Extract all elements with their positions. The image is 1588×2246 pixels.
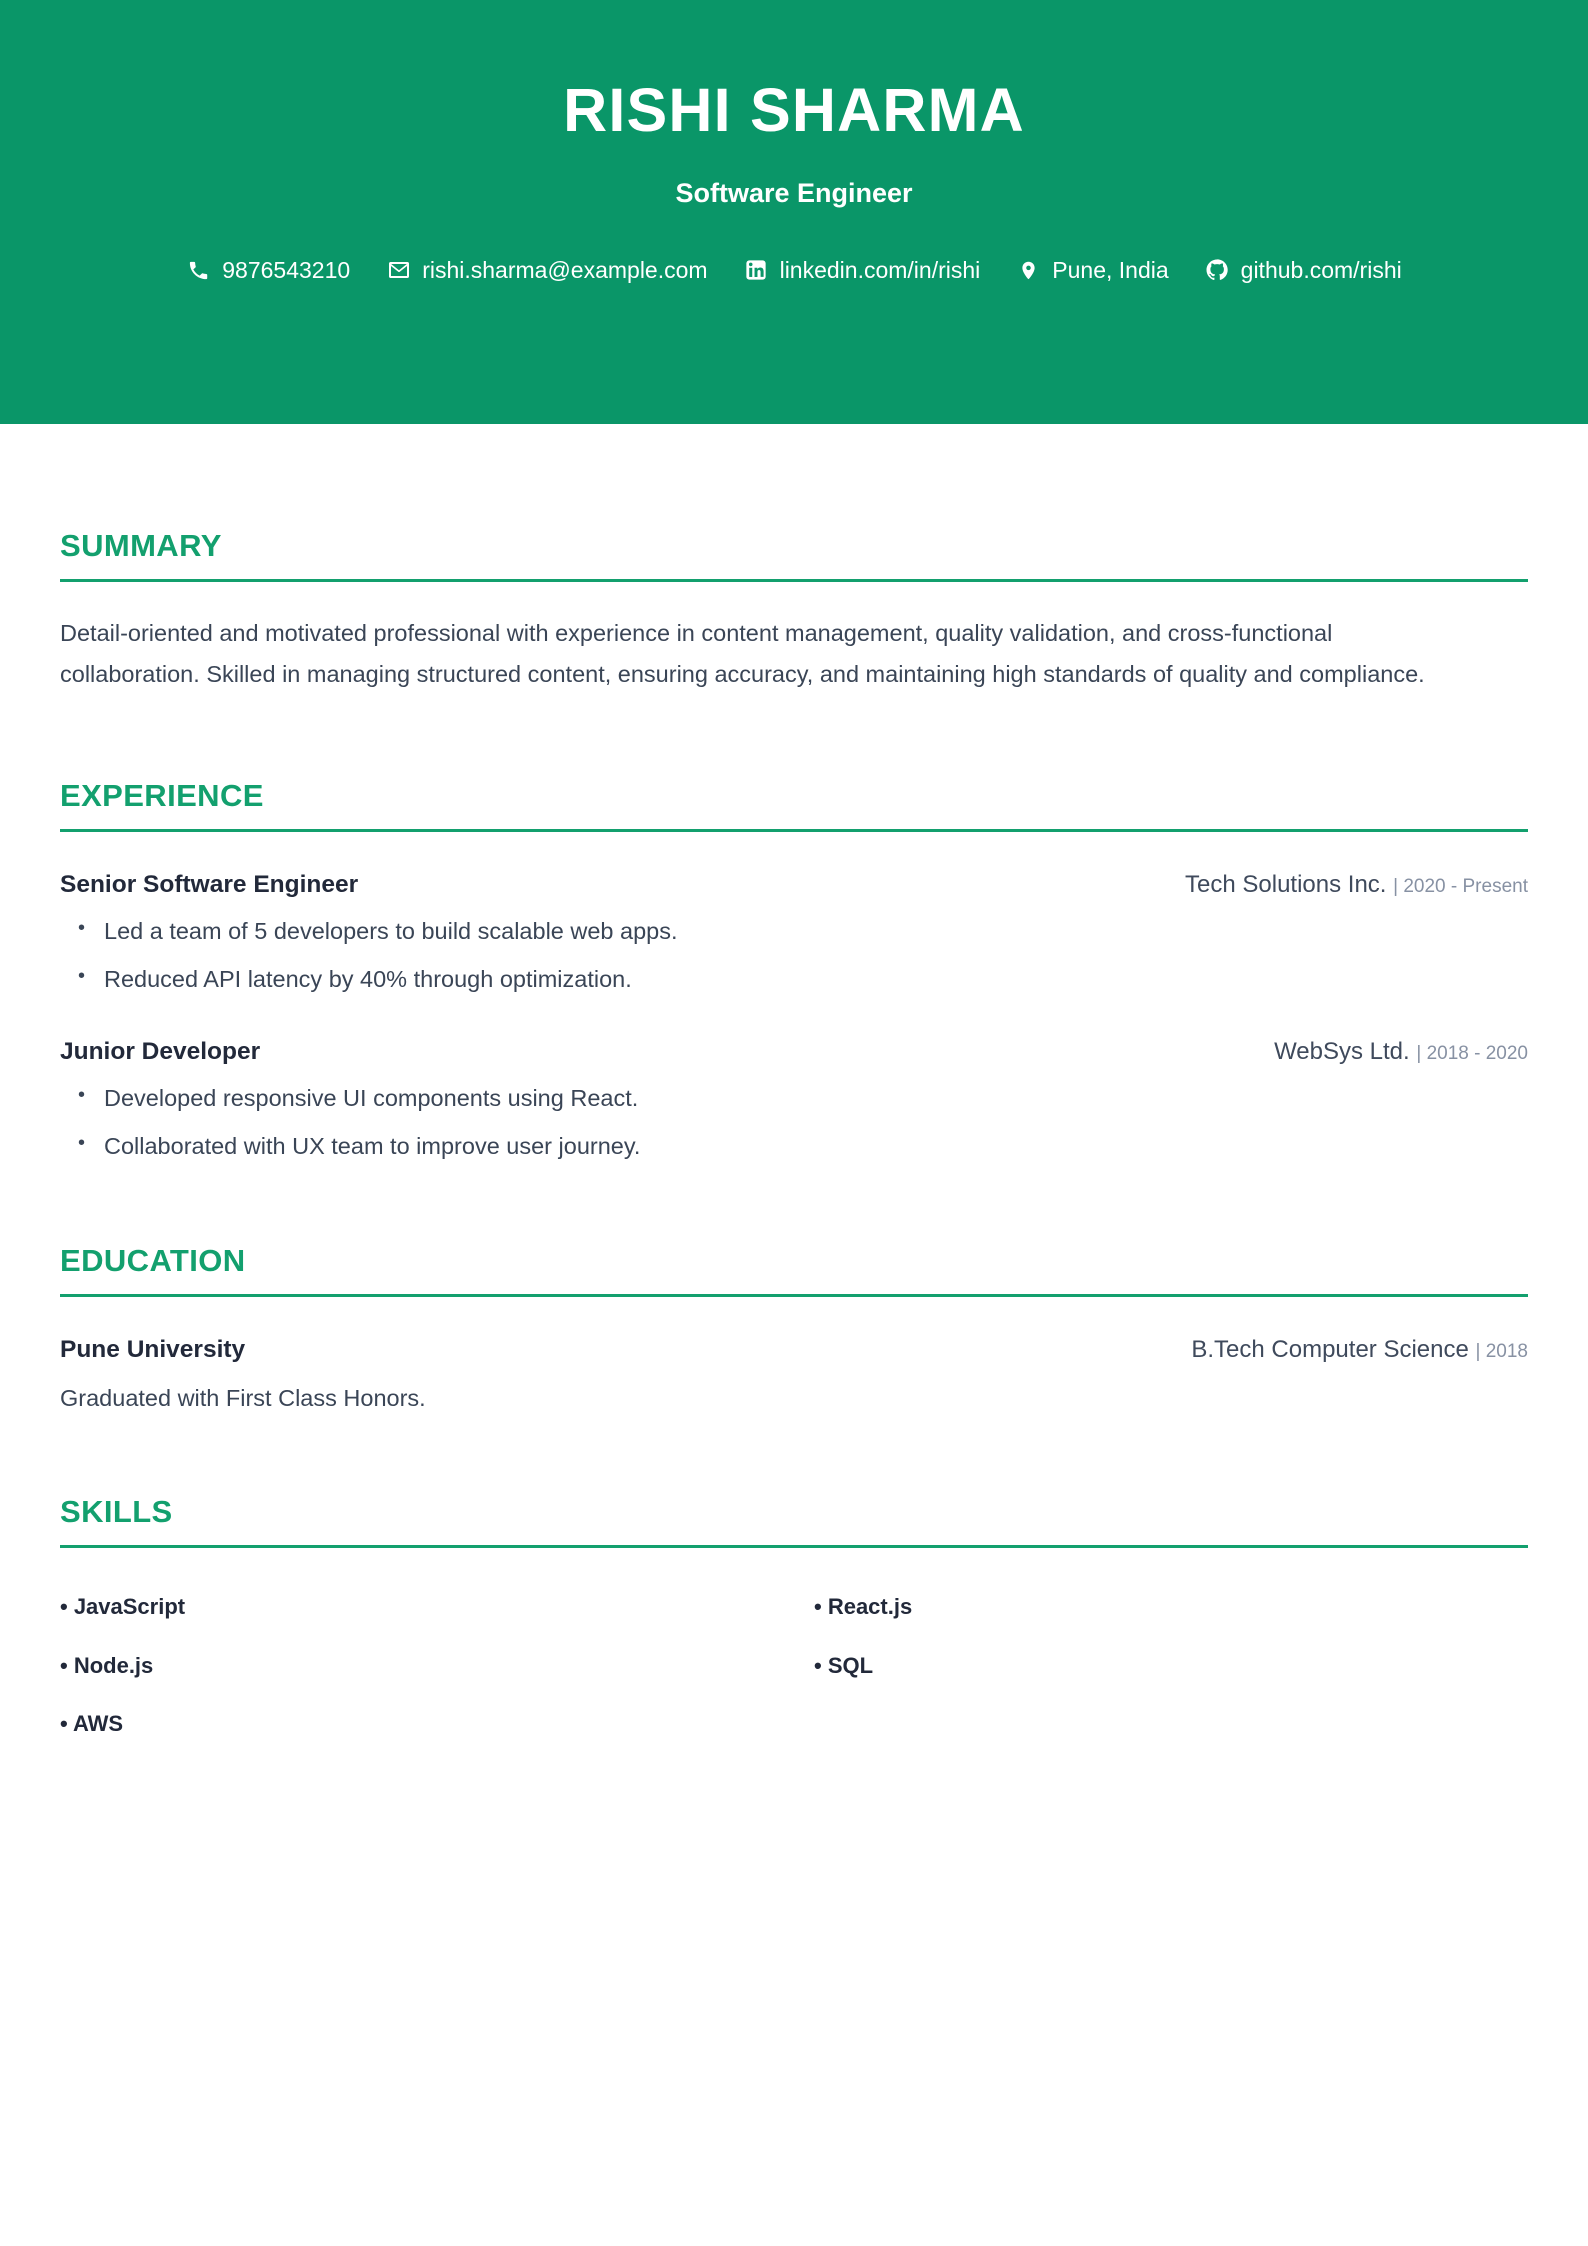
list-item: • Collaborated with UX team to improve user journey. xyxy=(60,1131,1528,1162)
experience-role: Senior Software Engineer xyxy=(60,871,359,898)
page-title: RISHI SHARMA xyxy=(563,76,1025,144)
education-degree: B.Tech Computer Science xyxy=(1191,1335,1469,1363)
education-year: | 2018 xyxy=(1475,1340,1528,1362)
contact-email-text: rishi.sharma@example.com xyxy=(422,256,708,283)
list-item: • Reduced API latency by 40% through optimization. xyxy=(60,964,1528,995)
experience-section xyxy=(60,694,1528,1162)
contact-location[interactable] xyxy=(1016,257,1168,284)
experience-company: Tech Solutions Inc. xyxy=(1185,871,1387,898)
contact-row xyxy=(60,257,1528,284)
education-entry xyxy=(60,1335,1528,1413)
job-title: Software Engineer xyxy=(675,178,913,209)
education-note: Graduated with First Class Honors. xyxy=(60,1384,426,1411)
contact-linkedin[interactable] xyxy=(744,257,981,284)
github-icon xyxy=(1205,258,1230,283)
summary-section xyxy=(60,424,1528,694)
summary-divider xyxy=(60,579,1528,582)
phone-icon xyxy=(186,258,211,283)
experience-entry-head xyxy=(60,1037,1528,1067)
experience-entry xyxy=(60,1037,1528,1162)
list-item: • Developed responsive UI components using React. xyxy=(60,1083,1528,1114)
education-section xyxy=(60,1162,1528,1413)
contact-linkedin-text: linkedin.com/in/rishi xyxy=(779,256,981,283)
experience-dates: | 2020 - Present xyxy=(1393,876,1528,897)
location-pin-icon xyxy=(1016,258,1041,283)
contact-phone-text: 9876543210 xyxy=(222,256,351,283)
education-entry-head xyxy=(60,1335,1528,1365)
experience-company: WebSys Ltd. xyxy=(1274,1037,1410,1065)
skill-item: • SQL xyxy=(814,1652,874,1678)
education-school: Pune University xyxy=(60,1335,246,1363)
resume-header xyxy=(0,0,1588,424)
experience-entry xyxy=(60,870,1528,995)
resume-body xyxy=(0,424,1588,1757)
summary-heading: SUMMARY xyxy=(60,528,222,563)
skills-grid xyxy=(60,1582,1528,1757)
education-heading: EDUCATION xyxy=(60,1242,246,1278)
contact-location-text: Pune, India xyxy=(1052,256,1169,283)
experience-company-dates xyxy=(1185,871,1528,900)
contact-github-text: github.com/rishi xyxy=(1240,256,1402,283)
summary-text: Detail-oriented and motivated professional with experience in content management, quality validation, and cross-functional collaboration. Skilled in managing structured content, ensuring accuracy, and maintaining high standards of quality and compliance. xyxy=(60,620,1425,687)
contact-email[interactable] xyxy=(386,257,707,284)
list-item: • Led a team of 5 developers to build scalable web apps. xyxy=(60,916,1528,947)
skill-item: • JavaScript xyxy=(60,1594,186,1620)
experience-bullets xyxy=(60,1083,1528,1162)
contact-github[interactable] xyxy=(1205,257,1402,284)
skill-item: • AWS xyxy=(60,1711,124,1737)
linkedin-icon xyxy=(744,258,769,283)
experience-bullets xyxy=(60,916,1528,995)
experience-company-dates xyxy=(1274,1038,1528,1067)
skills-heading: SKILLS xyxy=(60,1494,173,1530)
education-degree-year xyxy=(1191,1336,1528,1365)
experience-role: Junior Developer xyxy=(60,1037,261,1065)
skills-divider xyxy=(60,1545,1528,1548)
skills-section xyxy=(60,1413,1528,1757)
contact-phone[interactable] xyxy=(186,257,350,284)
experience-dates: | 2018 - 2020 xyxy=(1416,1042,1528,1064)
skill-item: • React.js xyxy=(814,1594,913,1620)
skill-item: • Node.js xyxy=(60,1652,154,1678)
experience-entry-head xyxy=(60,870,1528,900)
experience-divider xyxy=(60,829,1528,832)
experience-heading: EXPERIENCE xyxy=(60,777,264,813)
email-icon xyxy=(386,258,411,283)
education-divider xyxy=(60,1294,1528,1297)
